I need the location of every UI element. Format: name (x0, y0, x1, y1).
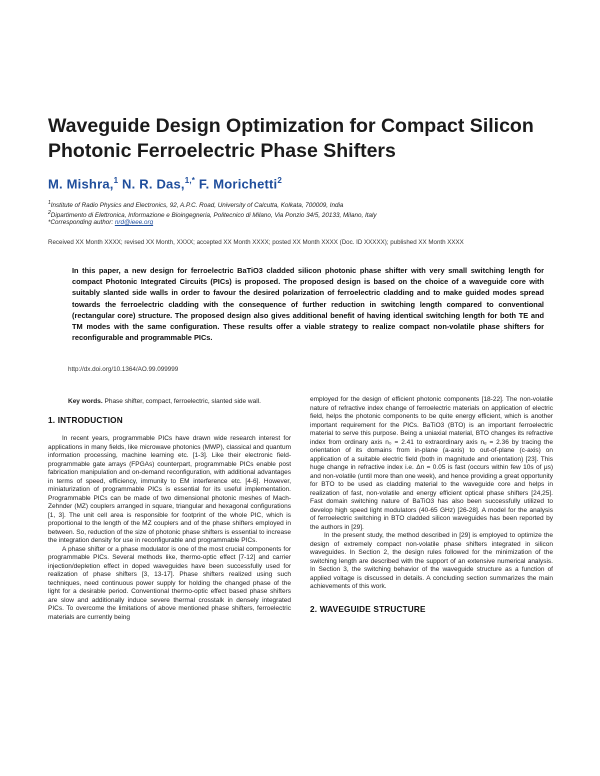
paper-title: Waveguide Design Optimization for Compact Silicon Photonic Ferroelectric Phase Shifters (48, 115, 534, 162)
intro-paragraph-2: A phase shifter or a phase modulator is one of the most crucial components for programmable PICs. Several methods like, thermo-optic effect [7-12] and carrier injection/depletion effect in doped waveguides have been successfully used for realization of phase shifters [3, 13-17]. Phase shifters realized using such techniques, need continuous power supply for holding the changed phase of the light for a desirable period. Conventional thermo-optic effect based phase shifters are slow and additionally induce severe thermal crosstalk in densely integrated PICs. To overcome the limitations of above mentioned phase shifters, ferroelectric materials are currently being (48, 545, 291, 621)
section-heading-introduction: 1. INTRODUCTION (48, 415, 123, 425)
author-name: N. R. Das, (118, 176, 185, 192)
right-column (310, 396, 553, 624)
author-name: M. Mishra, (48, 176, 114, 192)
affiliation-text: Dipartimento di Elettronica, Informazione e Bioingegneria, Politecnico di Milano, Via Ponzio 34/5, 20133, Milano, Italy (50, 212, 377, 220)
left-column (48, 398, 291, 622)
received-dates: Received XX Month XXXX; revised XX Month, XXXX; accepted XX Month XXXX; posted XX Month XXXX (Doc. ID XXXXX); published XX Month XXXX (48, 239, 464, 246)
keywords-label: Key words. (68, 398, 103, 405)
author-name: F. Morichetti (195, 176, 278, 192)
affiliation-mark: 1 (48, 200, 51, 206)
section-heading-waveguide-structure: 2. WAVEGUIDE STRUCTURE (310, 604, 426, 614)
author-affiliation-mark: 2 (277, 176, 283, 185)
author-affiliation-mark: 1 (113, 176, 119, 185)
abstract: In this paper, a new design for ferroelectric BaTiO3 cladded silicon photonic phase shifter with very small switching length for compact Photonic Integrated Circuits (PICs) is proposed. The proposed design is based on the choice of a waveguide core with suitably slanted side walls in order to favour the desired polarization of ferroelectric cladding and to make guided modes spread towards the ferroelectric cladding with the consequence of further reduction in switching length compared to conventional (rectangular core) structure. The proposed design also gives additional benefit of having identical switching length for both TE and TM modes with the same configuration. These results offer a viable strategy to realize compact non-volatile phase shifters for reconfigurable and programmable PICs. (72, 266, 544, 343)
affiliation-text: Institute of Radio Physics and Electronics, 92, A.P.C. Road, University of Calcutta, Kolkata, 700009, India (50, 202, 344, 210)
author-list (48, 176, 282, 191)
corresponding-email-link[interactable]: nrd@ieee.org (114, 219, 154, 226)
keywords-text: Phase shifter, compact, ferroelectric, slanted side wall. (102, 398, 261, 405)
corresponding-label: *Corresponding author: (48, 219, 115, 226)
corresponding-author (48, 219, 568, 227)
keywords (68, 398, 291, 407)
intro-paragraph-1: In recent years, programmable PICs have drawn wide research interest for applications in many fields, like microwave photonics (MWP), classical and quantum information processing, machine learning etc. [1-3]. Like their electronic field-programmable gate arrays (FPGAs) counterpart, programmable PICs enable post fabrication manipulation and on-demand reconfiguration, with additional advantages in terms of speed, efficiency, immunity to EM interference etc. [4-6]. However, miniaturization of programmable PICs is essential for its useful implementation. Programmable PICs can be made of two dimensional photonic meshes of Mach-Zehnder (MZ) couplers arranged in square, triangular and hexagonal configurations [1, 3]. The unit cell area is responsible for footprint of the whole PIC, which is proportional to the length of the MZ couplers and of the phase shifters employed in between. So, reduction of the size of photonic phase shifters is essential to increase the integration density for use in reconfigurable and programmable PICs. (48, 435, 291, 544)
right-paragraph-1: employed for the design of efficient photonic components [18-22]. The non-volatile nature of refractive index change of ferroelectric materials on application of electric field, helps the photonic components to be quite energy efficient, which is another important requirement for the PICs. BaTiO3 (BTO) is an important ferroelectric material to serve this purpose. Being a uniaxial material, BTO changes its refractive index from ordinary axis n₀ = 2.41 to extraordinary axis nₑ = 2.36 by tracing the orientation of its domains from in-plane (a-axis) to out-of-plane (c-axis) on application of a suitable electric field (both in magnitude and orientation) [23]. This huge change in refractive index i.e. Δn = 0.05 is fast (occurs within few 10s of μs) and non-volatile (until more than one week), and hence providing a great opportunity for BTO to be used as cladding material to the waveguide core and helps in realization of fast, non-volatile and energy efficient optical phase shifters [24,25]. Fast domain switching nature of BaTiO3 has also been successfully utilized to develop high speed light modulators (40-65 GHz) [26-28]. A model for the analysis of ferroelectric switching in BTO cladded silicon waveguides has been reported by the authors in [29]. (310, 396, 553, 531)
doi-link[interactable]: http://dx.doi.org/10.1364/AO.99.099999 (68, 366, 179, 373)
right-paragraph-2: In the present study, the method described in [29] is employed to optimize the design of extremely compact non-volatile phase shifters integrated in silicon waveguides. In Section 2, the design rules followed for the minimization of the switching length are described with the support of an extensive numerical analysis. In Section 3, the switching behavior of the waveguide structure as a function of applied voltage is discussed in details. A concluding section summarizes the main achievements of this work. (310, 532, 553, 590)
author-affiliation-mark: 1,* (184, 176, 196, 185)
affiliation-mark: 2 (48, 210, 51, 216)
